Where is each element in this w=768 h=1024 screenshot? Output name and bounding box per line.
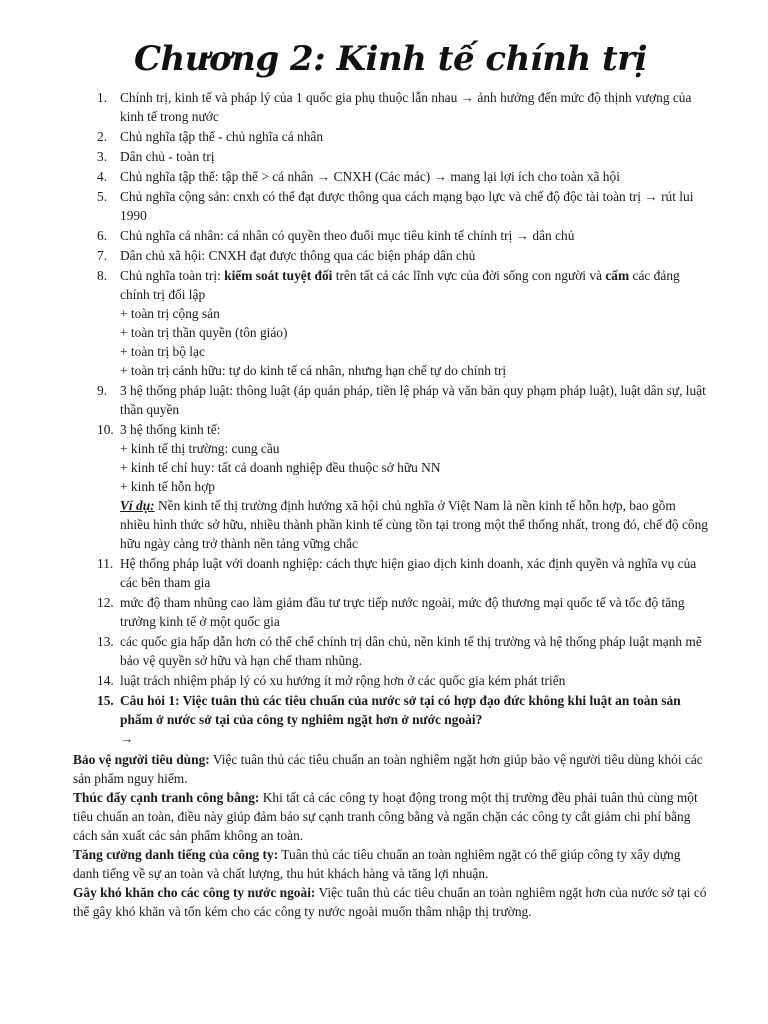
- list-item: [73, 381, 708, 419]
- numbered-list: [73, 88, 708, 748]
- paragraph-label: Thúc đẩy cạnh tranh công bằng:: [73, 790, 260, 805]
- item-text: Dân chủ - toàn trị: [120, 149, 215, 164]
- example: [120, 496, 708, 553]
- item-number: 7.: [97, 248, 108, 263]
- paragraph-text: Việc tuân thủ các tiêu chuẩn an toàn nghiêm ngặt hơn của nước sở tại có thể gây khó khăn và tốn kém cho các công ty nước ngoài muốn thâm nhập thị trường.: [73, 885, 707, 919]
- item-text: Chủ nghĩa tập thể: tập thể > cá nhân → CNXH (Các mác) → mang lại lợi ích cho toàn xã hội: [120, 169, 620, 184]
- item-text: Chủ nghĩa cá nhân: cá nhân có quyền theo đuổi mục tiêu kinh tế chính trị → dân chủ: [120, 228, 575, 243]
- sub-item: + kinh tế chỉ huy: tất cả doanh nghiệp đều thuộc sở hữu NN: [120, 460, 441, 475]
- paragraph: [73, 883, 708, 921]
- paragraph-text: Việc tuân thủ các tiêu chuẩn an toàn nghiêm ngặt hơn giúp bảo vệ người tiêu dùng khỏi các sản phẩm nguy hiểm.: [73, 752, 703, 786]
- list-item: [73, 420, 708, 553]
- paragraph-text: Tuân thủ các tiêu chuẩn an toàn nghiêm ngặt có thể giúp công ty xây dựng danh tiếng về sự an toàn và chất lượng, thu hút khách hàng và tăng lợi nhuận.: [73, 847, 681, 881]
- answer-paragraphs: [73, 750, 708, 921]
- item-text: 3 hệ thống pháp luật: thông luật (áp quán pháp, tiền lệ pháp và văn bản quy phạm pháp luật), luật dân sự, luật thần quyền: [120, 383, 706, 417]
- list-item: [73, 226, 708, 245]
- item-number: 12.: [97, 595, 114, 610]
- item-text: 3 hệ thống kinh tế:: [120, 422, 221, 437]
- list-item: [73, 632, 708, 670]
- item-text: Dân chủ xã hội: CNXH đạt được thông qua các biện pháp dân chủ: [120, 248, 476, 263]
- sub-item: + toàn trị cánh hữu: tự do kinh tế cá nhân, nhưng hạn chế tự do chính trị: [120, 363, 507, 378]
- list-item: [73, 147, 708, 166]
- list-item: [73, 88, 708, 126]
- list-item: [73, 167, 708, 186]
- list-item: [73, 691, 708, 748]
- list-item: [73, 266, 708, 380]
- item-number: 4.: [97, 169, 108, 184]
- list-item: [73, 127, 708, 146]
- page-title: Chương 2: Kinh tế chính trị: [133, 39, 648, 79]
- item-text-bold: kiểm soát tuyệt đối: [224, 268, 333, 283]
- paragraph-label: Gây khó khăn cho các công ty nước ngoài:: [73, 885, 316, 900]
- item-number: 5.: [97, 189, 108, 204]
- paragraph: [73, 845, 708, 883]
- item-text: Chủ nghĩa cộng sản: cnxh có thể đạt được thông qua cách mạng bạo lực và chế độ độc tài toàn trị → rút lui 1990: [120, 189, 694, 223]
- paragraph: [73, 788, 708, 845]
- list-item: [73, 593, 708, 631]
- item-number: 10.: [97, 422, 114, 437]
- item-text-bold: cấm: [605, 268, 630, 283]
- sub-item: + kinh tế hỗn hợp: [120, 479, 215, 494]
- list-item: [73, 187, 708, 225]
- list-item: [73, 246, 708, 265]
- list-item: [73, 671, 708, 690]
- item-text: luật trách nhiệm pháp lý có xu hướng ít mở rộng hơn ở các quốc gia kém phát triển: [120, 673, 566, 688]
- sub-item: + kinh tế thị trường: cung cầu: [120, 441, 280, 456]
- sub-item: + toàn trị cộng sản: [120, 306, 220, 321]
- item-number: 2.: [97, 129, 108, 144]
- item-number: 15.: [97, 693, 114, 708]
- item-text: mức độ tham nhũng cao làm giảm đầu tư trực tiếp nước ngoài, mức độ thương mại quốc tế và tốc độ tăng trưởng kinh tế ở một quốc gia: [120, 595, 685, 629]
- example-text: Nền kinh tế thị trường định hướng xã hội chủ nghĩa ở Việt Nam là nền kinh tế hỗn hợp, bao gồm nhiều hình thức sở hữu, nhiều thành phần kinh tế cùng tồn tại trong một thể thống nhất, trong đó, chế độ công hữu ngày càng trở thành nền tảng vững chắc: [120, 498, 708, 551]
- paragraph-label: Bảo vệ người tiêu dùng:: [73, 752, 210, 767]
- item-number: 13.: [97, 634, 114, 649]
- item-number: 1.: [97, 90, 108, 105]
- item-number: 8.: [97, 268, 108, 283]
- item-number: 14.: [97, 673, 114, 688]
- item-text: Hệ thống pháp luật với doanh nghiệp: cách thực hiện giao dịch kinh doanh, xác định quyền và nghĩa vụ của các bên tham gia: [120, 556, 697, 590]
- arrow: →: [120, 731, 134, 746]
- item-number: 6.: [97, 228, 108, 243]
- list-item: [73, 554, 708, 592]
- item-text: Chính trị, kinh tế và pháp lý của 1 quốc gia phụ thuộc lẫn nhau → ảnh hưởng đến mức độ thịnh vượng của kinh tế trong nước: [120, 90, 692, 124]
- sub-item: + toàn trị thần quyền (tôn giáo): [120, 325, 288, 340]
- paragraph-label: Tăng cường danh tiếng của công ty:: [73, 847, 279, 862]
- item-text: các quốc gia hấp dẫn hơn có thể chế chính trị dân chủ, nền kinh tế thị trường và hệ thống pháp luật mạnh mẽ bảo vệ quyền sở hữu và hạn chế tham nhũng.: [120, 634, 702, 668]
- item-number: 3.: [97, 149, 108, 164]
- paragraph: [73, 750, 708, 788]
- item-text-mid: trên tất cả các lĩnh vực của đời sống con người và: [332, 268, 606, 283]
- paragraph-text: Khi tất cả các công ty hoạt động trong một thị trường đều phải tuân thủ cùng một tiêu chuẩn an toàn, điều này giúp đảm bảo sự cạnh tranh công bằng và ngăn chặn các công ty cắt giảm chi phí bằng cách sản xuất các sản phẩm không an toàn.: [73, 790, 698, 843]
- item-text-post: các đảng chính trị đối lập: [120, 268, 680, 302]
- example-label: Ví dụ:: [120, 498, 155, 513]
- item-number: 11.: [97, 556, 114, 571]
- sub-item: + toàn trị bộ lạc: [120, 344, 205, 359]
- item-text: Chủ nghĩa tập thể - chủ nghĩa cá nhân: [120, 129, 324, 144]
- question-text: Câu hỏi 1: Việc tuân thủ các tiêu chuẩn của nước sở tại có hợp đạo đức không khi luật an toàn sản phẩm ở nước sở tại của công ty nghiêm ngặt hơn ở nước ngoài?: [120, 693, 681, 727]
- item-number: 9.: [97, 383, 108, 398]
- item-text-pre: Chủ nghĩa toàn trị:: [120, 268, 225, 283]
